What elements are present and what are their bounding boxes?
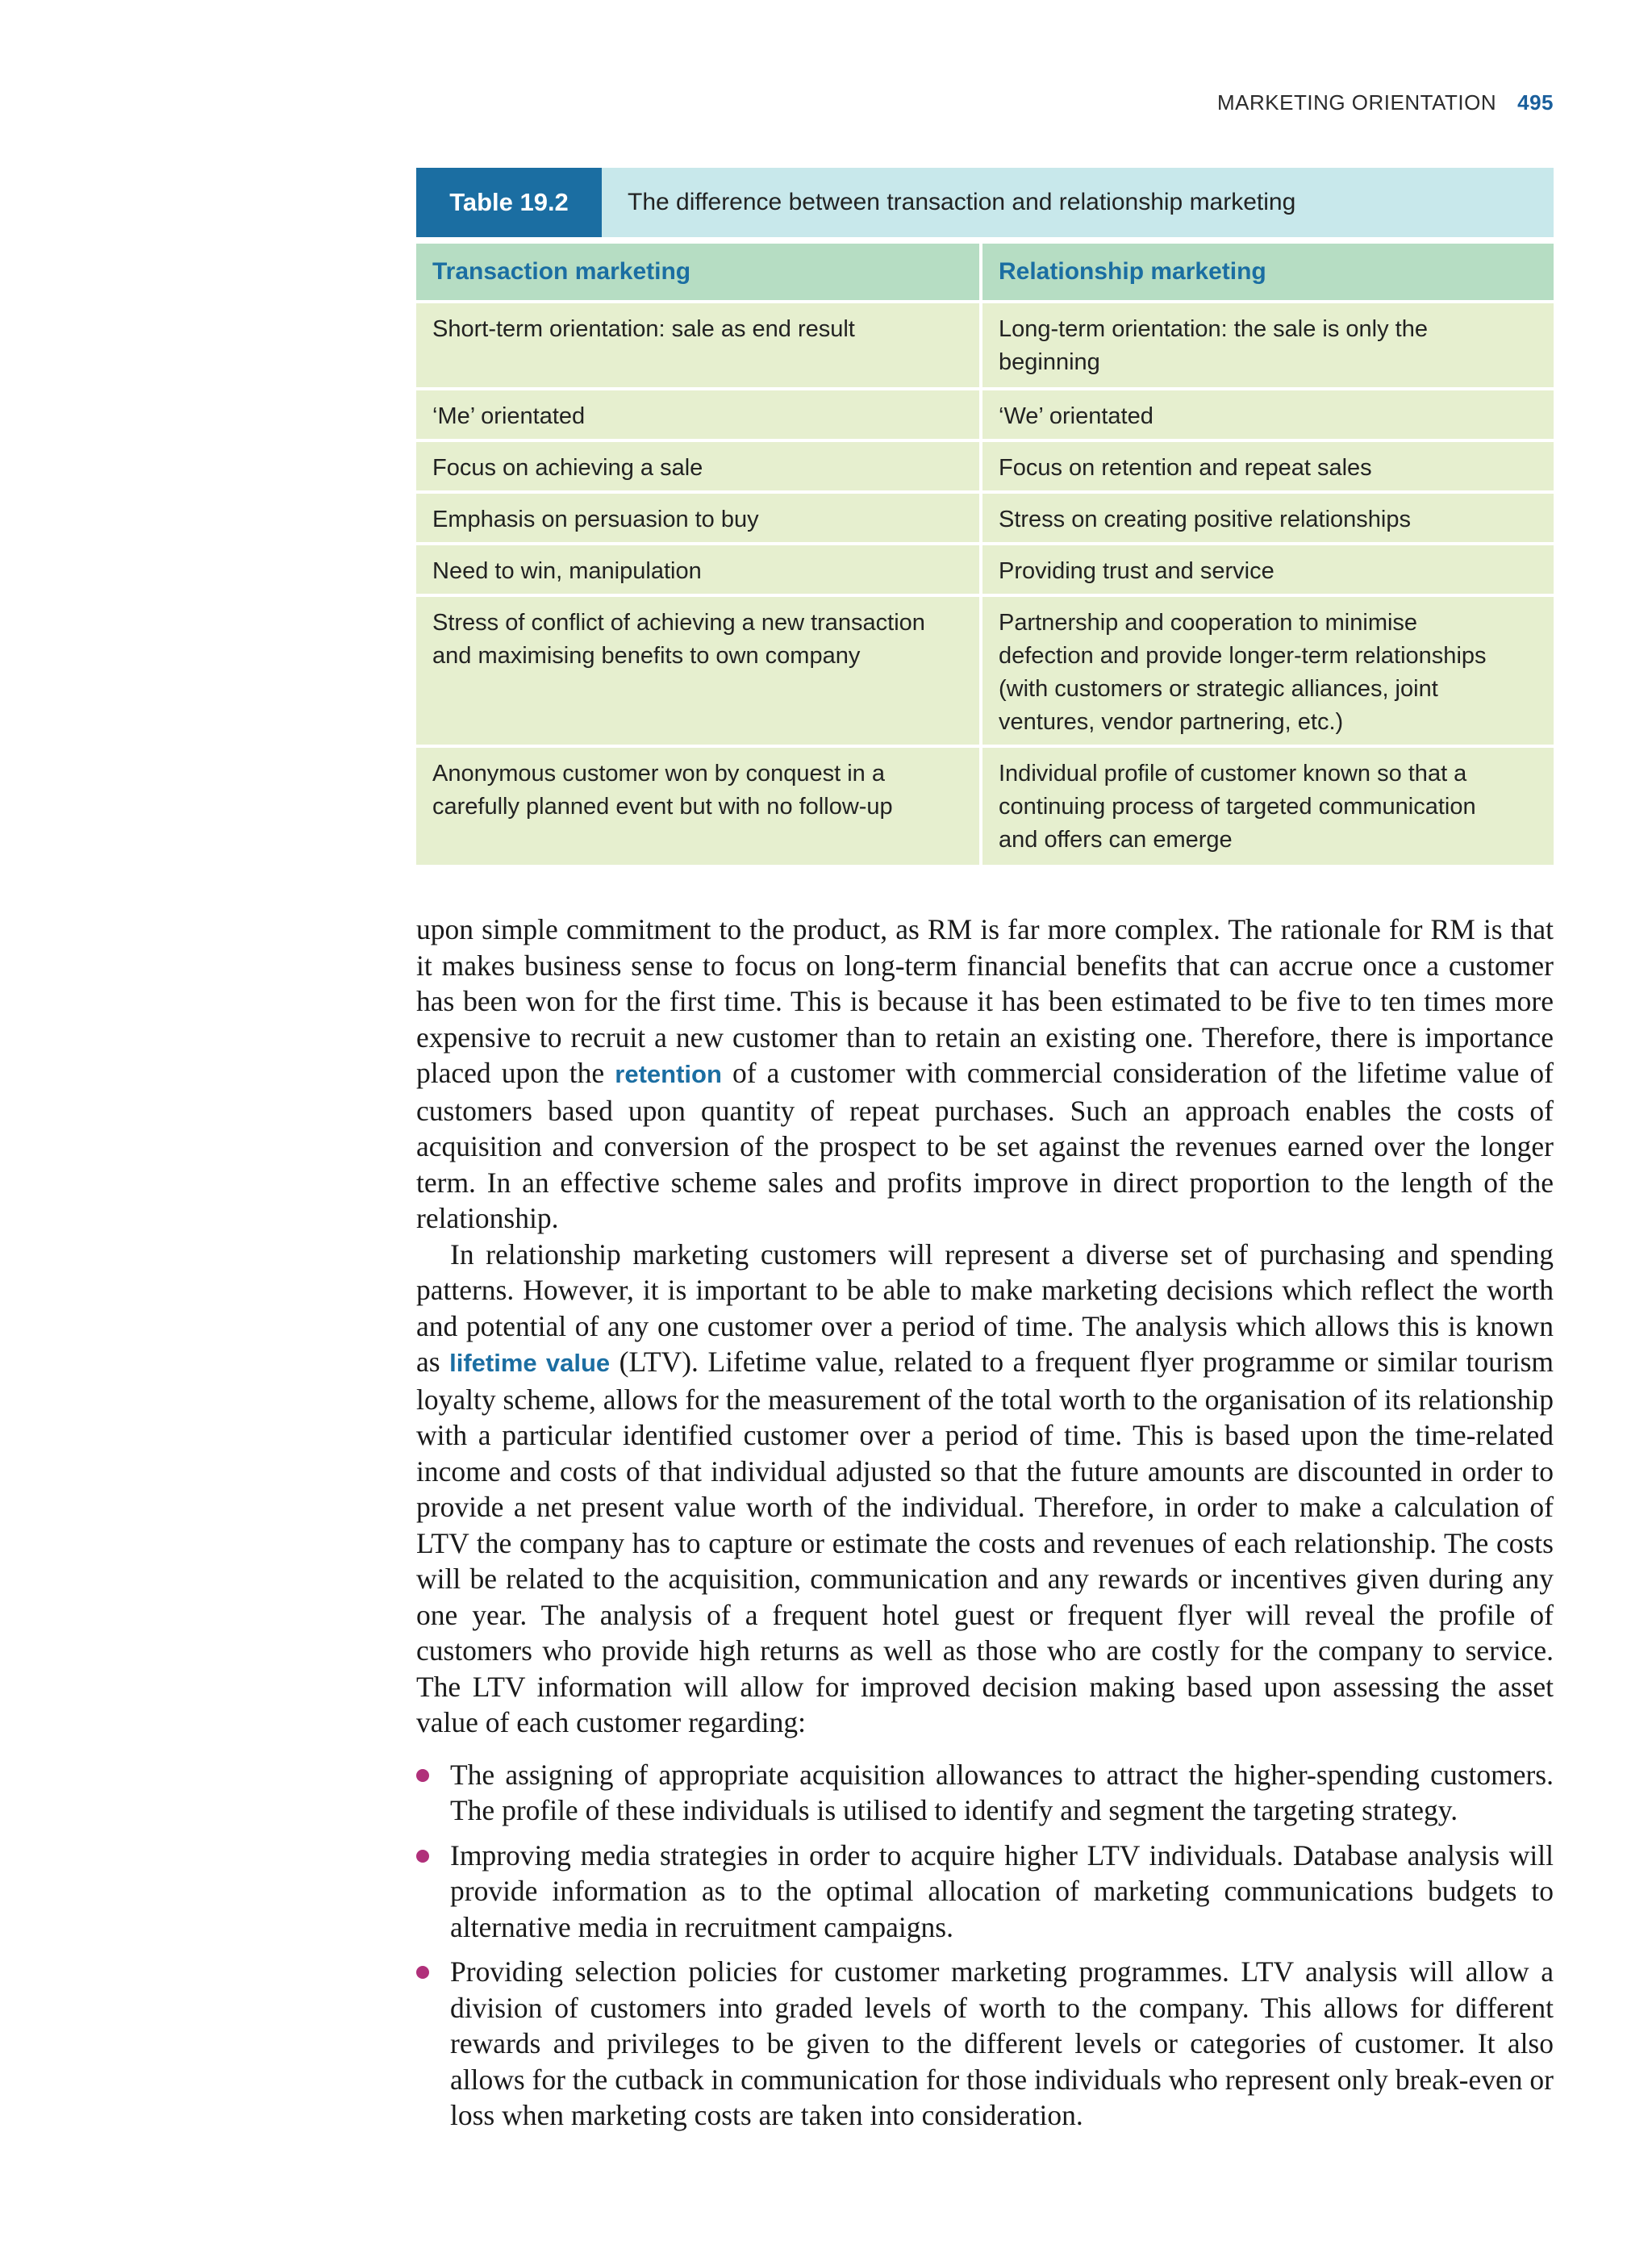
page-number: 495	[1517, 90, 1554, 115]
table-header-row	[416, 244, 1554, 300]
list-item: Improving media strategies in order to acquire higher LTV individuals. Database analysis will provide information as to the optimal allocation of marketing communications budgets to alternative media in recruitment campaigns.	[416, 1838, 1554, 1946]
column-header-transaction: Transaction marketing	[416, 244, 979, 300]
keyword-lifetime-value: lifetime value	[449, 1349, 611, 1377]
table-row	[416, 494, 1554, 542]
table-caption	[416, 168, 1554, 237]
table-number: Table 19.2	[416, 168, 602, 237]
table-title: The difference between transaction and relationship marketing	[602, 168, 1554, 237]
table-row	[416, 597, 1554, 745]
table-cell: Long-term orientation: the sale is only the beginning	[982, 303, 1554, 387]
bullet-list	[416, 1757, 1554, 2134]
running-title: MARKETING ORIENTATION	[1217, 90, 1497, 115]
table-cell: Focus on achieving a sale	[416, 442, 979, 490]
table-cell: Need to win, manipulation	[416, 545, 979, 594]
bullet-icon	[416, 1769, 429, 1782]
table-row	[416, 545, 1554, 594]
table-row	[416, 442, 1554, 490]
list-item: Providing selection policies for customer marketing programmes. LTV analysis will allow a division of customers into graded levels of worth to the company. This allows for different rewards and privileges to be given to the different levels or categories of customer. It also allows for the cutback in communication for those individuals who represent only break-even or loss when marketing costs are taken into consideration.	[416, 1954, 1554, 2134]
table-cell: Anonymous customer won by conquest in a carefully planned event but with no follow-up	[416, 748, 979, 865]
body-text	[416, 912, 1554, 2143]
paragraph: upon simple commitment to the product, as RM is far more complex. The rationale for RM is that it makes business sense to focus on long-term financial benefits that can accrue once a customer has been won for the first time. This is because it has been estimated to be five to ten times more expensive to recruit a new customer than to retain an existing one. Therefore, there is importance placed upon the retention of a customer with commercial consideration of the lifetime value of customers based upon quantity of repeat purchases. Such an approach enables the costs of acquisition and conversion of the prospect to be set against the revenues earned over the longer term. In an effective scheme sales and profits improve in direct proportion to the length of the relationship.	[416, 913, 1554, 1234]
bullet-icon	[416, 1850, 429, 1863]
table-cell: Stress of conflict of achieving a new transaction and maximising benefits to own company	[416, 597, 979, 745]
table-cell: Providing trust and service	[982, 545, 1554, 594]
paragraph: In relationship marketing customers will represent a diverse set of purchasing and spending patterns. However, it is important to be able to make marketing decisions which reflect the worth and potential of any one customer over a period of time. The analysis which allows this is known as lifetime value (LTV). Lifetime value, related to a frequent flyer programme or similar tourism loyalty scheme, allows for the measurement of the total worth to the organisation of its relationship with a particular identified customer over a period of time. This is based upon the time-related income and costs of that individual adjusted so that the future amounts are discounted in order to provide a net present value worth of the individual. Therefore, in order to make a calculation of LTV the company has to capture or estimate the costs and revenues of each relationship. The costs will be related to the acquisition, communication and any rewards or incentives given during any one year. The analysis of a frequent hotel guest or frequent flyer will reveal the profile of customers who provide high returns as well as those who are costly for the company to service. The LTV information will allow for improved decision making based upon assessing the asset value of each customer regarding:	[416, 1237, 1554, 1738]
keyword-retention: retention	[615, 1060, 722, 1088]
bullet-icon	[416, 1966, 429, 1979]
table-cell: Short-term orientation: sale as end result	[416, 303, 979, 387]
table-cell: Stress on creating positive relationships	[982, 494, 1554, 542]
column-header-relationship: Relationship marketing	[982, 244, 1554, 300]
table-cell: Emphasis on persuasion to buy	[416, 494, 979, 542]
table-row	[416, 303, 1554, 387]
table-cell: Partnership and cooperation to minimise defection and provide longer-term relationships (with customers or strategic alliances, joint ventures, vendor partnering, etc.)	[982, 597, 1554, 745]
table-cell: ‘We’ orientated	[982, 390, 1554, 439]
comparison-table	[416, 168, 1554, 868]
table-cell: ‘Me’ orientated	[416, 390, 979, 439]
running-header	[416, 90, 1554, 115]
list-item: The assigning of appropriate acquisition allowances to attract the higher-spending customers. The profile of these individuals is utilised to identify and segment the targeting strategy.	[416, 1757, 1554, 1829]
table-row	[416, 390, 1554, 439]
table-row	[416, 748, 1554, 865]
table-cell: Focus on retention and repeat sales	[982, 442, 1554, 490]
table-cell: Individual profile of customer known so that a continuing process of targeted communication and offers can emerge	[982, 748, 1554, 865]
